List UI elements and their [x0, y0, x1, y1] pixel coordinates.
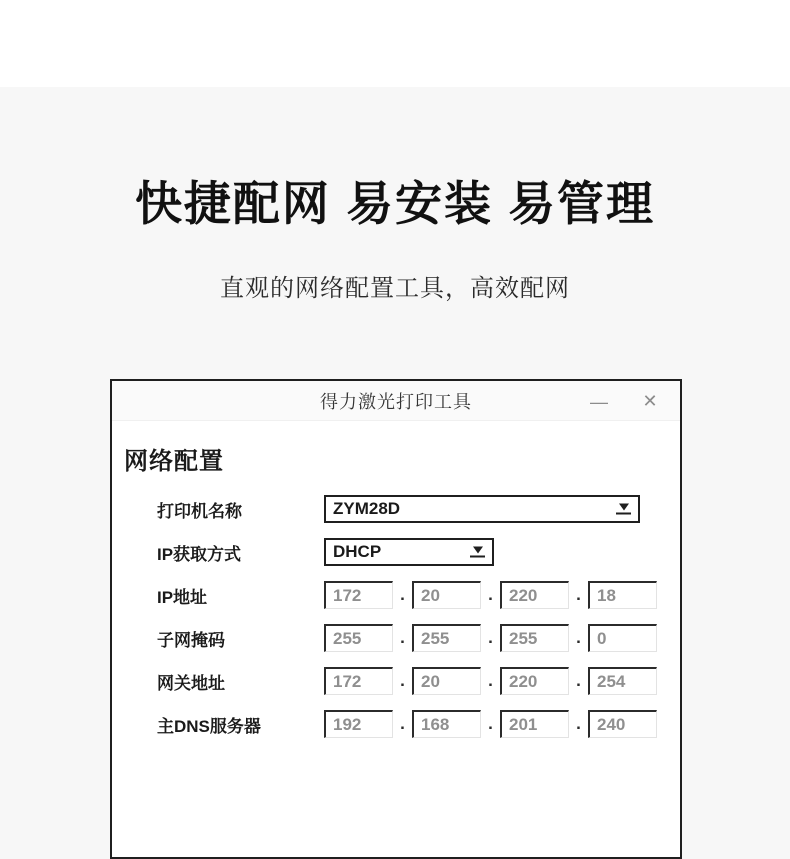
chevron-down-icon: [470, 547, 485, 558]
minimize-icon[interactable]: —: [590, 399, 608, 412]
subnet-mask-octet-2[interactable]: 255: [412, 624, 481, 652]
ip-address-octet-3[interactable]: 220: [500, 581, 569, 609]
dialog-titlebar: [112, 381, 680, 421]
subnet-mask-label: 子网掩码: [157, 630, 225, 650]
form-row-ip-mode: [157, 538, 657, 566]
close-icon[interactable]: ✕: [642, 391, 658, 411]
ip-address-octet-2[interactable]: 20: [412, 581, 481, 609]
octet-separator: .: [488, 671, 493, 690]
primary-dns-octet-3[interactable]: 201: [500, 710, 569, 738]
gateway-octet-2[interactable]: 20: [412, 667, 481, 695]
ip-address-octet-1[interactable]: 172: [324, 581, 393, 609]
gateway-octet-group: [324, 667, 657, 695]
ip-address-label: IP地址: [157, 587, 208, 607]
octet-separator: .: [576, 628, 581, 647]
top-white-band: [0, 0, 790, 87]
octet-separator: .: [576, 585, 581, 604]
ip-mode-value: DHCP: [333, 542, 382, 561]
printer-name-value: ZYM28D: [333, 499, 401, 518]
gateway-label: 网关地址: [157, 673, 225, 693]
gateway-octet-3[interactable]: 220: [500, 667, 569, 695]
form-row-printer-name: [157, 495, 657, 523]
primary-dns-octet-2[interactable]: 168: [412, 710, 481, 738]
ip-address-octet-group: [324, 581, 657, 609]
gateway-octet-4[interactable]: 254: [588, 667, 657, 695]
primary-dns-octet-1[interactable]: 192: [324, 710, 393, 738]
ip-address-octet-4[interactable]: 18: [588, 581, 657, 609]
hero-subtitle: 直观的网络配置工具，高效配网: [220, 275, 570, 302]
network-config-dialog: [110, 379, 682, 859]
hero-title: 快捷配网 易安装 易管理: [134, 177, 656, 230]
form-row-gateway: [157, 667, 657, 695]
printer-name-dropdown[interactable]: [324, 495, 640, 523]
octet-separator: .: [400, 714, 405, 733]
section-title-network-config: 网络配置: [124, 448, 224, 475]
octet-separator: .: [488, 585, 493, 604]
ip-mode-dropdown[interactable]: [324, 538, 494, 566]
subnet-mask-octet-4[interactable]: 0: [588, 624, 657, 652]
dialog-title: 得力激光打印工具: [320, 391, 472, 412]
octet-separator: .: [400, 671, 405, 690]
octet-separator: .: [576, 714, 581, 733]
subnet-mask-octet-1[interactable]: 255: [324, 624, 393, 652]
form-row-subnet-mask: [157, 624, 657, 652]
primary-dns-octet-4[interactable]: 240: [588, 710, 657, 738]
chevron-down-icon: [616, 504, 631, 515]
octet-separator: .: [576, 671, 581, 690]
octet-separator: .: [488, 714, 493, 733]
octet-separator: .: [488, 628, 493, 647]
form-row-ip-address: [157, 581, 657, 609]
subnet-mask-octet-3[interactable]: 255: [500, 624, 569, 652]
octet-separator: .: [400, 628, 405, 647]
subnet-mask-octet-group: [324, 624, 657, 652]
octet-separator: .: [400, 585, 405, 604]
network-config-form: [157, 495, 657, 753]
primary-dns-label: 主DNS服务器: [157, 716, 261, 736]
gateway-octet-1[interactable]: 172: [324, 667, 393, 695]
printer-name-label: 打印机名称: [157, 501, 242, 521]
ip-mode-label: IP获取方式: [157, 544, 242, 564]
